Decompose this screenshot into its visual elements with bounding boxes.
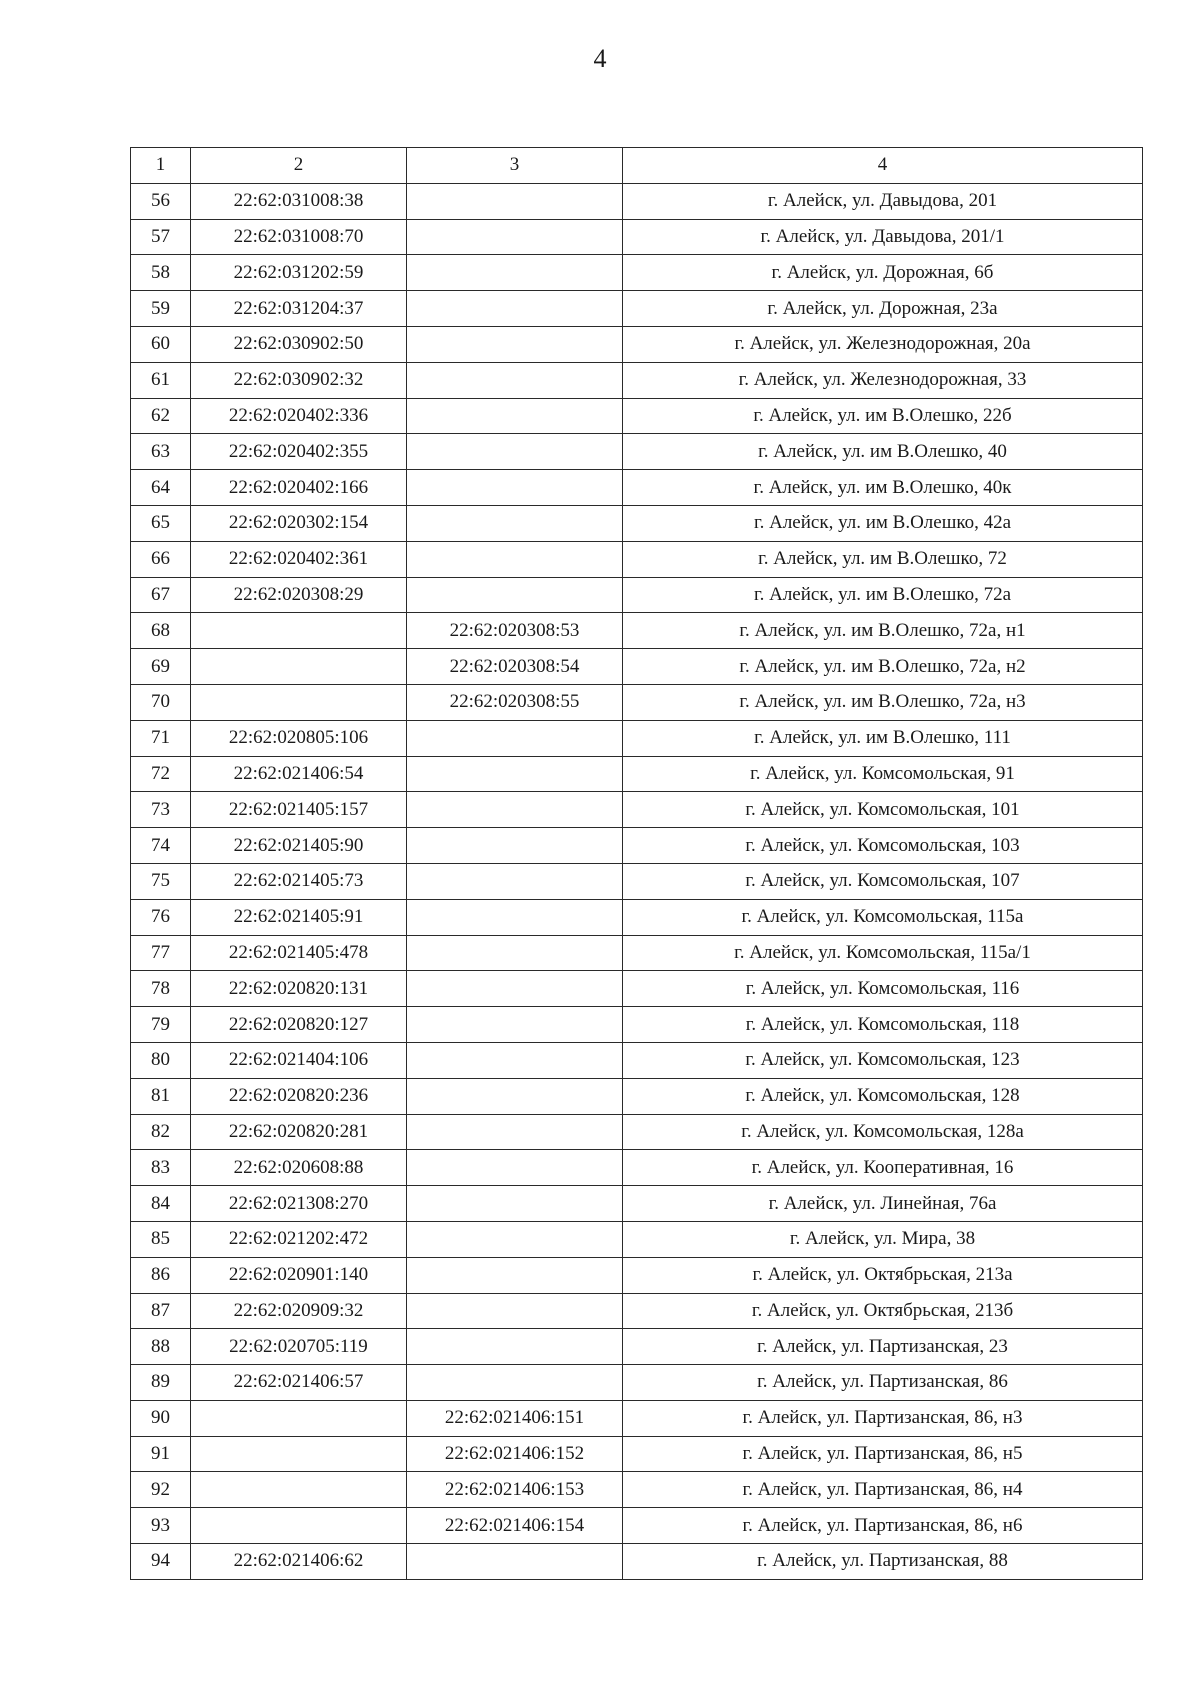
land-cadastral-number-cell: [191, 613, 407, 649]
address-cell: г. Алейск, ул. Комсомольская, 128: [623, 1078, 1143, 1114]
building-cadastral-number-cell: [407, 1078, 623, 1114]
address-cell: г. Алейск, ул. Железнодорожная, 33: [623, 362, 1143, 398]
row-number-cell: 74: [131, 828, 191, 864]
table-row: [131, 792, 1143, 828]
building-cadastral-number-cell: [407, 720, 623, 756]
row-number-cell: 69: [131, 649, 191, 685]
building-cadastral-number-cell: [407, 398, 623, 434]
address-cell: г. Алейск, ул. Линейная, 76а: [623, 1186, 1143, 1222]
table-row: [131, 1329, 1143, 1365]
land-cadastral-number-cell: 22:62:020302:154: [191, 505, 407, 541]
building-cadastral-number-cell: [407, 1114, 623, 1150]
column-header-4: 4: [623, 148, 1143, 184]
land-cadastral-number-cell: 22:62:030902:32: [191, 362, 407, 398]
table-row: [131, 1007, 1143, 1043]
column-header-1: 1: [131, 148, 191, 184]
land-cadastral-number-cell: 22:62:020820:236: [191, 1078, 407, 1114]
land-cadastral-number-cell: 22:62:021406:54: [191, 756, 407, 792]
row-number-cell: 94: [131, 1544, 191, 1580]
building-cadastral-number-cell: 22:62:020308:54: [407, 649, 623, 685]
table-row: [131, 720, 1143, 756]
land-cadastral-number-cell: 22:62:021404:106: [191, 1042, 407, 1078]
row-number-cell: 93: [131, 1508, 191, 1544]
row-number-cell: 61: [131, 362, 191, 398]
table-row: [131, 1508, 1143, 1544]
table-row: [131, 291, 1143, 327]
row-number-cell: 87: [131, 1293, 191, 1329]
land-cadastral-number-cell: 22:62:020820:127: [191, 1007, 407, 1043]
land-cadastral-number-cell: 22:62:020820:131: [191, 971, 407, 1007]
row-number-cell: 78: [131, 971, 191, 1007]
row-number-cell: 64: [131, 470, 191, 506]
table-row: [131, 1042, 1143, 1078]
land-cadastral-number-cell: 22:62:020901:140: [191, 1257, 407, 1293]
land-cadastral-number-cell: 22:62:020608:88: [191, 1150, 407, 1186]
table-row: [131, 1221, 1143, 1257]
address-cell: г. Алейск, ул. им В.Олешко, 72а, н1: [623, 613, 1143, 649]
land-cadastral-number-cell: [191, 1436, 407, 1472]
address-cell: г. Алейск, ул. Комсомольская, 128а: [623, 1114, 1143, 1150]
table-row: [131, 1400, 1143, 1436]
row-number-cell: 73: [131, 792, 191, 828]
row-number-cell: 84: [131, 1186, 191, 1222]
address-cell: г. Алейск, ул. Партизанская, 88: [623, 1544, 1143, 1580]
building-cadastral-number-cell: [407, 935, 623, 971]
row-number-cell: 79: [131, 1007, 191, 1043]
address-cell: г. Алейск, ул. Партизанская, 86, н6: [623, 1508, 1143, 1544]
land-cadastral-number-cell: [191, 649, 407, 685]
address-cell: г. Алейск, ул. им В.Олешко, 40: [623, 434, 1143, 470]
address-cell: г. Алейск, ул. Давыдова, 201: [623, 183, 1143, 219]
address-cell: г. Алейск, ул. Мира, 38: [623, 1221, 1143, 1257]
table-row: [131, 1186, 1143, 1222]
land-cadastral-number-cell: 22:62:021406:62: [191, 1544, 407, 1580]
address-cell: г. Алейск, ул. Партизанская, 23: [623, 1329, 1143, 1365]
building-cadastral-number-cell: 22:62:021406:154: [407, 1508, 623, 1544]
land-cadastral-number-cell: 22:62:020909:32: [191, 1293, 407, 1329]
table-row: [131, 863, 1143, 899]
building-cadastral-number-cell: [407, 470, 623, 506]
table-row: [131, 649, 1143, 685]
land-cadastral-number-cell: 22:62:031202:59: [191, 255, 407, 291]
row-number-cell: 56: [131, 183, 191, 219]
table-row: [131, 183, 1143, 219]
building-cadastral-number-cell: 22:62:020308:55: [407, 684, 623, 720]
column-header-2: 2: [191, 148, 407, 184]
table-row: [131, 255, 1143, 291]
land-cadastral-number-cell: 22:62:020308:29: [191, 577, 407, 613]
table-row: [131, 613, 1143, 649]
address-cell: г. Алейск, ул. Кооперативная, 16: [623, 1150, 1143, 1186]
address-cell: г. Алейск, ул. Комсомольская, 101: [623, 792, 1143, 828]
land-cadastral-number-cell: 22:62:020820:281: [191, 1114, 407, 1150]
row-number-cell: 72: [131, 756, 191, 792]
building-cadastral-number-cell: [407, 541, 623, 577]
land-cadastral-number-cell: 22:62:021406:57: [191, 1365, 407, 1401]
row-number-cell: 76: [131, 899, 191, 935]
row-number-cell: 57: [131, 219, 191, 255]
address-cell: г. Алейск, ул. Комсомольская, 103: [623, 828, 1143, 864]
table-row: [131, 1472, 1143, 1508]
row-number-cell: 82: [131, 1114, 191, 1150]
land-cadastral-number-cell: 22:62:031204:37: [191, 291, 407, 327]
header-row: [131, 148, 1143, 184]
building-cadastral-number-cell: [407, 326, 623, 362]
building-cadastral-number-cell: [407, 1150, 623, 1186]
address-cell: г. Алейск, ул. им В.Олешко, 72а, н3: [623, 684, 1143, 720]
building-cadastral-number-cell: [407, 362, 623, 398]
table-row: [131, 362, 1143, 398]
land-cadastral-number-cell: 22:62:020402:355: [191, 434, 407, 470]
table-row: [131, 1544, 1143, 1580]
table-row: [131, 470, 1143, 506]
page-number: 4: [593, 44, 607, 73]
address-cell: г. Алейск, ул. Железнодорожная, 20а: [623, 326, 1143, 362]
building-cadastral-number-cell: [407, 1544, 623, 1580]
land-cadastral-number-cell: 22:62:021405:90: [191, 828, 407, 864]
table-row: [131, 1114, 1143, 1150]
row-number-cell: 77: [131, 935, 191, 971]
building-cadastral-number-cell: [407, 1186, 623, 1222]
table-row: [131, 398, 1143, 434]
building-cadastral-number-cell: 22:62:021406:153: [407, 1472, 623, 1508]
land-cadastral-number-cell: 22:62:021308:270: [191, 1186, 407, 1222]
table-row: [131, 684, 1143, 720]
land-cadastral-number-cell: [191, 1400, 407, 1436]
address-cell: г. Алейск, ул. им В.Олешко, 40к: [623, 470, 1143, 506]
address-cell: г. Алейск, ул. Партизанская, 86, н5: [623, 1436, 1143, 1472]
table-row: [131, 219, 1143, 255]
table-row: [131, 1078, 1143, 1114]
building-cadastral-number-cell: [407, 1221, 623, 1257]
table-header: [131, 148, 1143, 184]
address-cell: г. Алейск, ул. Партизанская, 86: [623, 1365, 1143, 1401]
address-cell: г. Алейск, ул. Комсомольская, 123: [623, 1042, 1143, 1078]
building-cadastral-number-cell: [407, 1042, 623, 1078]
building-cadastral-number-cell: [407, 971, 623, 1007]
row-number-cell: 88: [131, 1329, 191, 1365]
row-number-cell: 65: [131, 505, 191, 541]
row-number-cell: 89: [131, 1365, 191, 1401]
address-cell: г. Алейск, ул. Комсомольская, 118: [623, 1007, 1143, 1043]
registry-table: [130, 147, 1143, 1580]
row-number-cell: 90: [131, 1400, 191, 1436]
address-cell: г. Алейск, ул. Дорожная, 23а: [623, 291, 1143, 327]
address-cell: г. Алейск, ул. Комсомольская, 116: [623, 971, 1143, 1007]
row-number-cell: 75: [131, 863, 191, 899]
land-cadastral-number-cell: 22:62:020705:119: [191, 1329, 407, 1365]
row-number-cell: 81: [131, 1078, 191, 1114]
row-number-cell: 71: [131, 720, 191, 756]
row-number-cell: 85: [131, 1221, 191, 1257]
row-number-cell: 67: [131, 577, 191, 613]
land-cadastral-number-cell: 22:62:031008:70: [191, 219, 407, 255]
table-row: [131, 899, 1143, 935]
row-number-cell: 68: [131, 613, 191, 649]
address-cell: г. Алейск, ул. им В.Олешко, 42а: [623, 505, 1143, 541]
row-number-cell: 92: [131, 1472, 191, 1508]
table-row: [131, 971, 1143, 1007]
table-row: [131, 541, 1143, 577]
land-cadastral-number-cell: 22:62:020805:106: [191, 720, 407, 756]
building-cadastral-number-cell: 22:62:021406:152: [407, 1436, 623, 1472]
building-cadastral-number-cell: [407, 756, 623, 792]
land-cadastral-number-cell: 22:62:021405:157: [191, 792, 407, 828]
address-cell: г. Алейск, ул. Комсомольская, 107: [623, 863, 1143, 899]
building-cadastral-number-cell: [407, 183, 623, 219]
building-cadastral-number-cell: [407, 1257, 623, 1293]
land-cadastral-number-cell: [191, 684, 407, 720]
building-cadastral-number-cell: [407, 255, 623, 291]
address-cell: г. Алейск, ул. Октябрьская, 213а: [623, 1257, 1143, 1293]
address-cell: г. Алейск, ул. им В.Олешко, 72а, н2: [623, 649, 1143, 685]
address-cell: г. Алейск, ул. Партизанская, 86, н4: [623, 1472, 1143, 1508]
building-cadastral-number-cell: [407, 434, 623, 470]
land-cadastral-number-cell: [191, 1472, 407, 1508]
building-cadastral-number-cell: [407, 291, 623, 327]
row-number-cell: 66: [131, 541, 191, 577]
address-cell: г. Алейск, ул. Октябрьская, 213б: [623, 1293, 1143, 1329]
address-cell: г. Алейск, ул. Комсомольская, 115а/1: [623, 935, 1143, 971]
building-cadastral-number-cell: [407, 1293, 623, 1329]
land-cadastral-number-cell: 22:62:021405:91: [191, 899, 407, 935]
building-cadastral-number-cell: [407, 1365, 623, 1401]
land-cadastral-number-cell: 22:62:021202:472: [191, 1221, 407, 1257]
address-cell: г. Алейск, ул. им В.Олешко, 72а: [623, 577, 1143, 613]
building-cadastral-number-cell: [407, 828, 623, 864]
address-cell: г. Алейск, ул. им В.Олешко, 111: [623, 720, 1143, 756]
address-cell: г. Алейск, ул. Дорожная, 6б: [623, 255, 1143, 291]
building-cadastral-number-cell: [407, 505, 623, 541]
row-number-cell: 60: [131, 326, 191, 362]
row-number-cell: 58: [131, 255, 191, 291]
address-cell: г. Алейск, ул. им В.Олешко, 22б: [623, 398, 1143, 434]
building-cadastral-number-cell: 22:62:021406:151: [407, 1400, 623, 1436]
land-cadastral-number-cell: 22:62:021405:478: [191, 935, 407, 971]
table-row: [131, 935, 1143, 971]
table-body: [131, 183, 1143, 1579]
address-cell: г. Алейск, ул. Давыдова, 201/1: [623, 219, 1143, 255]
column-header-3: 3: [407, 148, 623, 184]
land-cadastral-number-cell: 22:62:020402:336: [191, 398, 407, 434]
land-cadastral-number-cell: 22:62:020402:166: [191, 470, 407, 506]
row-number-cell: 70: [131, 684, 191, 720]
building-cadastral-number-cell: [407, 1329, 623, 1365]
table-row: [131, 1293, 1143, 1329]
table-row: [131, 1365, 1143, 1401]
row-number-cell: 63: [131, 434, 191, 470]
land-cadastral-number-cell: 22:62:030902:50: [191, 326, 407, 362]
address-cell: г. Алейск, ул. Комсомольская, 115а: [623, 899, 1143, 935]
table-row: [131, 434, 1143, 470]
address-cell: г. Алейск, ул. Комсомольская, 91: [623, 756, 1143, 792]
row-number-cell: 62: [131, 398, 191, 434]
table-row: [131, 828, 1143, 864]
building-cadastral-number-cell: [407, 792, 623, 828]
table-row: [131, 1436, 1143, 1472]
table-row: [131, 505, 1143, 541]
table-row: [131, 756, 1143, 792]
land-cadastral-number-cell: 22:62:021405:73: [191, 863, 407, 899]
address-cell: г. Алейск, ул. Партизанская, 86, н3: [623, 1400, 1143, 1436]
address-cell: г. Алейск, ул. им В.Олешко, 72: [623, 541, 1143, 577]
land-cadastral-number-cell: 22:62:020402:361: [191, 541, 407, 577]
building-cadastral-number-cell: [407, 863, 623, 899]
building-cadastral-number-cell: [407, 899, 623, 935]
land-cadastral-number-cell: [191, 1508, 407, 1544]
building-cadastral-number-cell: [407, 219, 623, 255]
row-number-cell: 80: [131, 1042, 191, 1078]
table-row: [131, 577, 1143, 613]
table-row: [131, 1150, 1143, 1186]
row-number-cell: 83: [131, 1150, 191, 1186]
row-number-cell: 59: [131, 291, 191, 327]
building-cadastral-number-cell: [407, 1007, 623, 1043]
row-number-cell: 91: [131, 1436, 191, 1472]
table-row: [131, 326, 1143, 362]
row-number-cell: 86: [131, 1257, 191, 1293]
land-cadastral-number-cell: 22:62:031008:38: [191, 183, 407, 219]
building-cadastral-number-cell: [407, 577, 623, 613]
building-cadastral-number-cell: 22:62:020308:53: [407, 613, 623, 649]
table-row: [131, 1257, 1143, 1293]
